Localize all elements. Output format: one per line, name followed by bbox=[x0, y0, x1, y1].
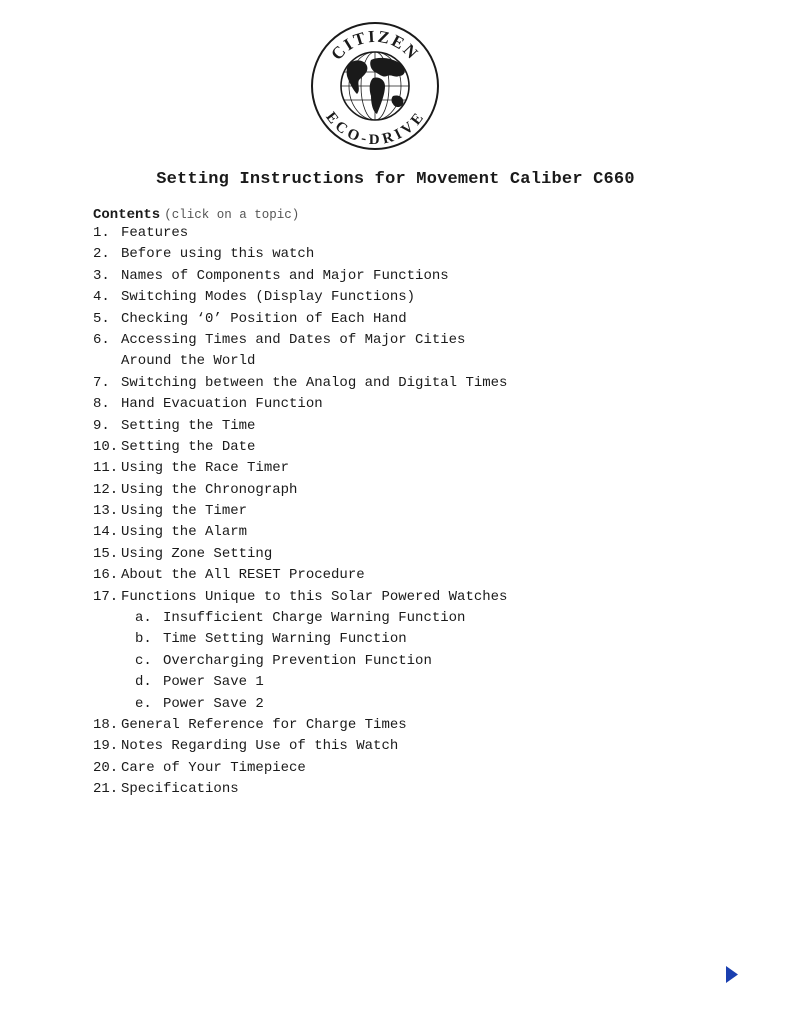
toc-item[interactable] bbox=[93, 223, 733, 244]
toc-item-label: Using the Timer bbox=[121, 503, 248, 520]
toc-item-label: Setting the Date bbox=[121, 438, 256, 455]
toc-item[interactable] bbox=[93, 694, 733, 715]
toc-item-number: a. bbox=[135, 610, 152, 627]
logo-top-text: CITIZEN bbox=[327, 26, 423, 64]
toc-item-label: Using the Chronograph bbox=[121, 481, 298, 498]
toc-item[interactable] bbox=[93, 758, 733, 779]
toc-item-label: Features bbox=[121, 225, 189, 241]
toc-item-number: 11. bbox=[93, 460, 119, 477]
toc-item[interactable] bbox=[93, 522, 733, 543]
toc-item-label: Power Save 2 bbox=[163, 695, 264, 712]
toc-item-label: Accessing Times and Dates of Major Cities bbox=[121, 331, 466, 348]
contents-header bbox=[93, 205, 733, 223]
toc-item-label: Power Save 1 bbox=[163, 674, 264, 691]
toc-item-number: c. bbox=[135, 652, 152, 669]
toc-item-number: 18. bbox=[93, 716, 119, 733]
toc-item-label: Insufficient Charge Warning Function bbox=[163, 610, 466, 627]
toc-item-label: About the All RESET Procedure bbox=[121, 567, 365, 584]
toc-item-number: 14. bbox=[93, 524, 119, 541]
toc-item[interactable] bbox=[93, 266, 733, 287]
toc-item[interactable] bbox=[93, 779, 733, 800]
page-title: Setting Instructions for Movement Caliber C660 bbox=[156, 170, 635, 189]
toc-item-label: Using the Race Timer bbox=[121, 460, 290, 477]
contents-label: Contents bbox=[93, 207, 161, 223]
toc-item[interactable] bbox=[93, 672, 733, 693]
toc-item-label: Using Zone Setting bbox=[121, 545, 273, 562]
toc-item-label: Functions Unique to this Solar Powered Watches bbox=[121, 588, 508, 605]
toc-item-number: 9. bbox=[93, 417, 110, 434]
toc-item-label: Checking ‘0’ Position of Each Hand bbox=[121, 310, 407, 327]
toc-item[interactable] bbox=[93, 309, 733, 330]
toc-item[interactable] bbox=[93, 458, 733, 479]
toc-item-label: Before using this watch bbox=[121, 246, 315, 263]
toc-item-label: Time Setting Warning Function bbox=[163, 631, 407, 648]
toc-item[interactable] bbox=[93, 629, 733, 650]
toc-item-number: e. bbox=[135, 695, 152, 712]
toc-item-label: Using the Alarm bbox=[121, 524, 248, 541]
toc-item-number: 20. bbox=[93, 759, 119, 776]
toc-item-label: Care of Your Timepiece bbox=[121, 759, 306, 776]
toc-item[interactable] bbox=[93, 287, 733, 308]
toc-item-number: 17. bbox=[93, 588, 119, 605]
toc-item-label: Switching Modes (Display Functions) bbox=[121, 289, 416, 306]
toc-item-number: 13. bbox=[93, 503, 119, 520]
contents-hint: (click on a topic) bbox=[164, 208, 300, 222]
toc-item-label: Specifications bbox=[121, 781, 239, 798]
globe-icon bbox=[309, 20, 441, 152]
toc-item-number: b. bbox=[135, 631, 152, 648]
toc-item-number: 6. bbox=[93, 331, 110, 348]
triangle-right-icon bbox=[726, 966, 738, 983]
toc-item-number: 5. bbox=[93, 310, 110, 327]
toc-item-number: 12. bbox=[93, 481, 119, 498]
toc-item-number: 3. bbox=[93, 267, 110, 284]
toc-item[interactable] bbox=[93, 394, 733, 415]
toc-item-number: 2. bbox=[93, 246, 110, 263]
toc-item[interactable] bbox=[93, 501, 733, 522]
toc-item[interactable] bbox=[93, 480, 733, 501]
toc-item-number: 16. bbox=[93, 567, 119, 584]
toc-item-number: 10. bbox=[93, 438, 119, 455]
toc-item-number: d. bbox=[135, 674, 152, 691]
toc-item[interactable] bbox=[93, 244, 733, 265]
toc-item-label: General Reference for Charge Times bbox=[121, 716, 407, 733]
toc-item[interactable] bbox=[93, 736, 733, 757]
toc-item-label: Names of Components and Major Functions bbox=[121, 267, 449, 284]
toc-item-label: Switching between the Analog and Digital Times bbox=[121, 374, 508, 391]
toc-item-label: Setting the Time bbox=[121, 417, 256, 434]
toc-item[interactable] bbox=[93, 565, 733, 586]
toc-item[interactable] bbox=[93, 351, 733, 372]
toc-item-number: 8. bbox=[93, 396, 110, 413]
toc-item[interactable] bbox=[93, 330, 733, 351]
toc-item[interactable] bbox=[93, 587, 733, 608]
toc-item-number: 1. bbox=[93, 225, 110, 241]
citizen-eco-drive-logo bbox=[309, 20, 441, 152]
toc-item-label: Overcharging Prevention Function bbox=[163, 652, 432, 669]
toc-item[interactable] bbox=[93, 651, 733, 672]
next-page-button[interactable] bbox=[726, 966, 738, 983]
contents-list bbox=[93, 223, 733, 801]
toc-item[interactable] bbox=[93, 416, 733, 437]
toc-item-label: Notes Regarding Use of this Watch bbox=[121, 738, 399, 755]
table-of-contents bbox=[93, 205, 733, 801]
toc-item[interactable] bbox=[93, 544, 733, 565]
toc-item-number: 4. bbox=[93, 289, 110, 306]
logo-bottom-text: ECO-DRIVE bbox=[322, 109, 428, 148]
toc-item-label: Around the World bbox=[121, 353, 256, 370]
toc-item-number: 21. bbox=[93, 781, 119, 798]
toc-item-number: 15. bbox=[93, 545, 119, 562]
toc-item-label: Hand Evacuation Function bbox=[121, 396, 323, 413]
toc-item-number: 19. bbox=[93, 738, 119, 755]
toc-item[interactable] bbox=[93, 715, 733, 736]
toc-item-number: 7. bbox=[93, 374, 110, 391]
toc-item[interactable] bbox=[93, 373, 733, 394]
toc-item[interactable] bbox=[93, 437, 733, 458]
toc-item[interactable] bbox=[93, 608, 733, 629]
